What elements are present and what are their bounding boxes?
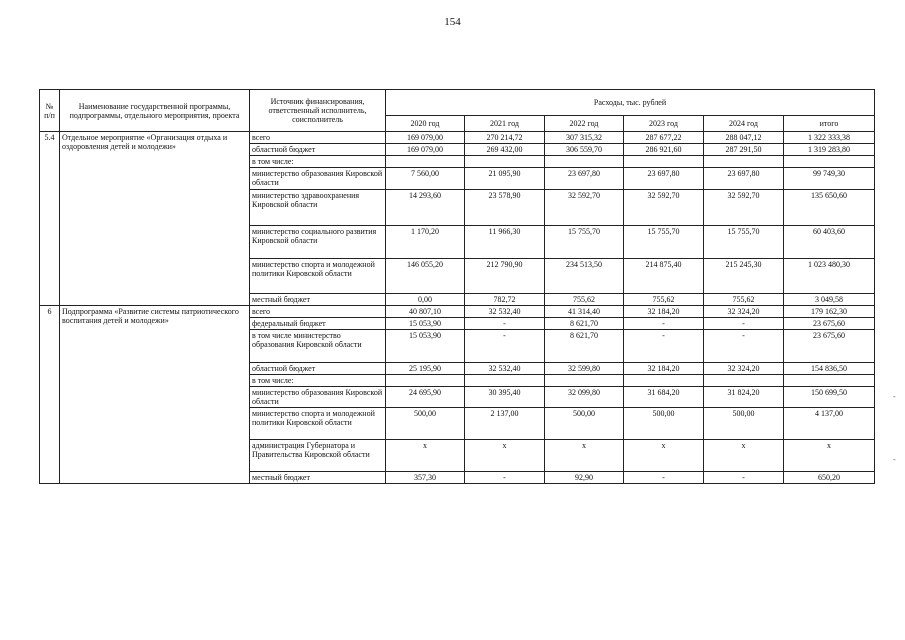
funding-source: министерство образования Кировской области [250, 168, 386, 190]
year-value-cell: 23 578,90 [465, 190, 545, 226]
year-value-cell: 146 055,20 [386, 259, 465, 294]
funding-source: всего [250, 132, 386, 144]
year-value-cell: 500,00 [624, 408, 704, 440]
table-row [40, 132, 875, 144]
year-value-cell: 32 532,40 [465, 306, 545, 318]
year-value-cell: 214 875,40 [624, 259, 704, 294]
total-cell [784, 375, 875, 387]
year-value-cell: 11 966,30 [465, 226, 545, 259]
margin-dash: - [893, 455, 896, 464]
header-total: итого [784, 116, 875, 132]
year-value-cell [386, 375, 465, 387]
year-value-cell: 287 677,22 [624, 132, 704, 144]
total-cell [784, 156, 875, 168]
year-value-cell: x [624, 440, 704, 472]
year-value-cell: - [624, 472, 704, 484]
year-value-cell: 31 684,20 [624, 387, 704, 408]
year-value-cell: 15 755,70 [545, 226, 624, 259]
year-value-cell: 500,00 [545, 408, 624, 440]
year-value-cell [624, 156, 704, 168]
funding-source: федеральный бюджет [250, 318, 386, 330]
year-value-cell: 24 695,90 [386, 387, 465, 408]
total-cell: 60 403,60 [784, 226, 875, 259]
total-cell: 650,20 [784, 472, 875, 484]
funding-source: всего [250, 306, 386, 318]
year-value-cell: 21 095,90 [465, 168, 545, 190]
header-year: 2021 год [465, 116, 545, 132]
year-value-cell: 25 195,90 [386, 363, 465, 375]
year-value-cell: 23 697,80 [704, 168, 784, 190]
year-value-cell: 306 559,70 [545, 144, 624, 156]
funding-source: в том числе: [250, 156, 386, 168]
year-value-cell: 287 291,50 [704, 144, 784, 156]
year-value-cell: x [704, 440, 784, 472]
total-cell: 23 675,60 [784, 330, 875, 363]
year-value-cell: 15 755,70 [704, 226, 784, 259]
year-value-cell: - [704, 318, 784, 330]
year-value-cell: x [465, 440, 545, 472]
year-value-cell: 500,00 [704, 408, 784, 440]
year-value-cell: 32 184,20 [624, 306, 704, 318]
year-value-cell [704, 156, 784, 168]
year-value-cell: 500,00 [386, 408, 465, 440]
total-cell: 1 322 333,38 [784, 132, 875, 144]
total-cell: 179 162,30 [784, 306, 875, 318]
year-value-cell: - [624, 318, 704, 330]
total-cell: 154 836,50 [784, 363, 875, 375]
year-value-cell [545, 375, 624, 387]
funding-source: министерство спорта и молодежной политики Кировской области [250, 408, 386, 440]
year-value-cell: 270 214,72 [465, 132, 545, 144]
year-value-cell [465, 156, 545, 168]
header-year: 2022 год [545, 116, 624, 132]
funding-source: местный бюджет [250, 472, 386, 484]
year-value-cell: 31 824,20 [704, 387, 784, 408]
year-value-cell: - [465, 330, 545, 363]
year-value-cell: 15 053,90 [386, 318, 465, 330]
year-value-cell: 169 079,00 [386, 144, 465, 156]
header-source: Источник финансирования, ответственный исполнитель, соисполнитель [250, 90, 386, 132]
year-value-cell [704, 375, 784, 387]
year-value-cell: 212 790,90 [465, 259, 545, 294]
year-value-cell [624, 375, 704, 387]
year-value-cell: 1 170,20 [386, 226, 465, 259]
year-value-cell: 286 921,60 [624, 144, 704, 156]
year-value-cell: 32 324,20 [704, 306, 784, 318]
year-value-cell: 215 245,30 [704, 259, 784, 294]
year-value-cell: - [624, 330, 704, 363]
year-value-cell: x [545, 440, 624, 472]
header-expenses: Расходы, тыс. рублей [386, 90, 875, 116]
year-value-cell [545, 156, 624, 168]
total-cell: x [784, 440, 875, 472]
year-value-cell: 782,72 [465, 294, 545, 306]
year-value-cell: 288 047,12 [704, 132, 784, 144]
funding-source: министерство спорта и молодежной политики Кировской области [250, 259, 386, 294]
funding-source: министерство образования Кировской области [250, 387, 386, 408]
year-value-cell: 32 592,70 [545, 190, 624, 226]
table-body [40, 132, 875, 484]
year-value-cell: 32 324,20 [704, 363, 784, 375]
year-value-cell: 23 697,80 [545, 168, 624, 190]
funding-source: администрация Губернатора и Правительства Кировской области [250, 440, 386, 472]
funding-source: в том числе министерство образования Кировской области [250, 330, 386, 363]
total-cell: 150 699,50 [784, 387, 875, 408]
funding-source: министерство здравоохранения Кировской области [250, 190, 386, 226]
year-value-cell: 7 560,00 [386, 168, 465, 190]
page-number: 154 [444, 16, 461, 28]
funding-source: областной бюджет [250, 144, 386, 156]
total-cell: 1 319 283,80 [784, 144, 875, 156]
year-value-cell: 357,30 [386, 472, 465, 484]
year-value-cell: 755,62 [704, 294, 784, 306]
year-value-cell: 32 184,20 [624, 363, 704, 375]
year-value-cell: - [465, 472, 545, 484]
total-cell: 23 675,60 [784, 318, 875, 330]
margin-dash: - [893, 392, 896, 401]
year-value-cell: 15 053,90 [386, 330, 465, 363]
year-value-cell: 92,90 [545, 472, 624, 484]
header-name: Наименование государственной программы, подпрограммы, отдельного мероприятия, проекта [60, 90, 250, 132]
year-value-cell: 41 314,40 [545, 306, 624, 318]
program-name: Отдельное мероприятие «Организация отдыха и оздоровления детей и молодежи» [60, 132, 250, 306]
budget-table [39, 89, 875, 484]
header-year: 2023 год [624, 116, 704, 132]
total-cell: 4 137,00 [784, 408, 875, 440]
funding-source: областной бюджет [250, 363, 386, 375]
header-year: 2024 год [704, 116, 784, 132]
year-value-cell: 23 697,80 [624, 168, 704, 190]
funding-source: министерство социального развития Кировской области [250, 226, 386, 259]
total-cell: 1 023 480,30 [784, 259, 875, 294]
year-value-cell: 2 137,00 [465, 408, 545, 440]
year-value-cell: 8 621,70 [545, 330, 624, 363]
table-row [40, 306, 875, 318]
year-value-cell: 269 432,00 [465, 144, 545, 156]
year-value-cell: 755,62 [545, 294, 624, 306]
year-value-cell [386, 156, 465, 168]
year-value-cell: 8 621,70 [545, 318, 624, 330]
year-value-cell: 15 755,70 [624, 226, 704, 259]
total-cell: 99 749,30 [784, 168, 875, 190]
total-cell: 3 049,58 [784, 294, 875, 306]
row-number: 6 [40, 306, 60, 484]
year-value-cell: 169 079,00 [386, 132, 465, 144]
year-value-cell [465, 375, 545, 387]
year-value-cell: 234 513,50 [545, 259, 624, 294]
header-num: № п/п [40, 90, 60, 132]
year-value-cell: 32 532,40 [465, 363, 545, 375]
year-value-cell: 30 395,40 [465, 387, 545, 408]
year-value-cell: - [704, 330, 784, 363]
year-value-cell: 40 807,10 [386, 306, 465, 318]
year-value-cell: 0,00 [386, 294, 465, 306]
funding-source: в том числе: [250, 375, 386, 387]
total-cell: 135 650,60 [784, 190, 875, 226]
funding-source: местный бюджет [250, 294, 386, 306]
year-value-cell: 32 592,70 [704, 190, 784, 226]
year-value-cell: x [386, 440, 465, 472]
program-name: Подпрограмма «Развитие системы патриотического воспитания детей и молодежи» [60, 306, 250, 484]
year-value-cell: 32 599,80 [545, 363, 624, 375]
year-value-cell: 32 099,80 [545, 387, 624, 408]
row-number: 5.4 [40, 132, 60, 306]
year-value-cell: 32 592,70 [624, 190, 704, 226]
year-value-cell: 755,62 [624, 294, 704, 306]
year-value-cell: - [465, 318, 545, 330]
year-value-cell: - [704, 472, 784, 484]
year-value-cell: 14 293,60 [386, 190, 465, 226]
year-value-cell: 307 315,32 [545, 132, 624, 144]
header-year: 2020 год [386, 116, 465, 132]
